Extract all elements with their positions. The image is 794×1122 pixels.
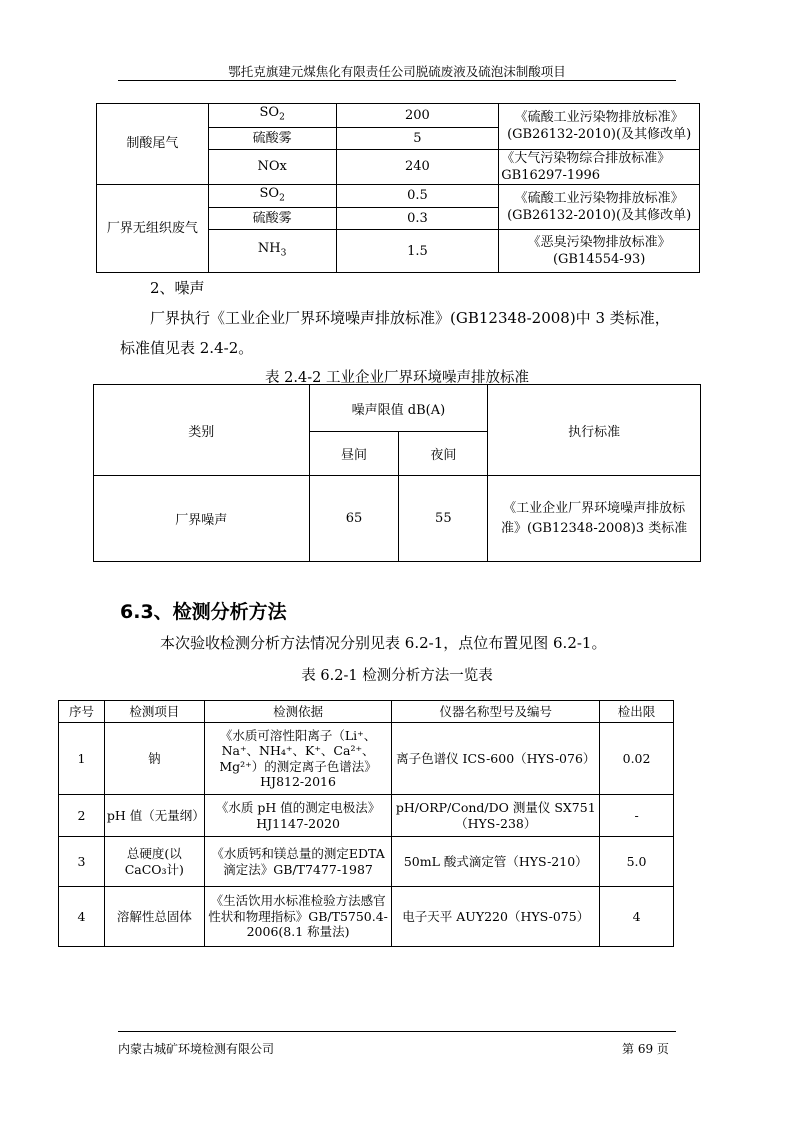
table-cell-no: 4 (59, 887, 105, 947)
table-header-item: 检测项目 (104, 701, 204, 723)
table-cell-item: $NH_3$ (208, 230, 336, 273)
table-cell-value: 240 (336, 149, 499, 184)
table-cell-category: 厂界噪声 (94, 476, 310, 562)
emission-standard-table (96, 103, 700, 273)
table-cell-limit: 4 (600, 887, 674, 947)
methods-table (58, 700, 674, 947)
table-cell-value: 1.5 (336, 230, 499, 273)
table-cell-instrument: 电子天平 AUY220（HYS-075） (392, 887, 600, 947)
noise-heading: 2、噪声 (150, 279, 205, 297)
table-cell-no: 3 (59, 837, 105, 887)
table-cell-day: 65 (309, 476, 399, 562)
table-header-category: 类别 (94, 385, 310, 476)
footer-company: 内蒙古城矿环境检测有限公司 (118, 1042, 275, 1056)
noise-paragraph-line2: 标准值见表 2.4-2。 (120, 339, 254, 357)
table-cell-no: 1 (59, 723, 105, 795)
table-cell-standard: 《恶臭污染物排放标准》(GB14554-93) (499, 230, 700, 273)
section-paragraph: 本次验收检测分析方法情况分别见表 6.2-1，点位布置见图 6.2-1。 (160, 634, 607, 652)
footer-rule (118, 1031, 676, 1032)
table-header-limit: 检出限 (600, 701, 674, 723)
table-cell-item: NOx (208, 149, 336, 184)
table-cell-value: 0.3 (336, 208, 499, 230)
table-cell-item: $SO_2$ (208, 184, 336, 208)
table-cell-standard: 《大气污染物综合排放标准》GB16297-1996 (499, 149, 700, 184)
table-cell-item: 总硬度(以CaCO₃计) (104, 837, 204, 887)
table-cell-category: 厂界无组织废气 (97, 184, 209, 273)
table-cell-item: 硫酸雾 (208, 127, 336, 149)
noise-standard-table (93, 384, 701, 562)
methods-table-caption: 表 6.2-1 检测分析方法一览表 (301, 668, 493, 684)
table-cell-limit: - (600, 795, 674, 837)
table-header-basis: 检测依据 (204, 701, 392, 723)
table-cell-item: 钠 (104, 723, 204, 795)
noise-table-caption: 表 2.4-2 工业企业厂界环境噪声排放标准 (265, 370, 529, 386)
table-cell-instrument: 离子色谱仪 ICS-600（HYS-076） (392, 723, 600, 795)
table-cell-item: 硫酸雾 (208, 208, 336, 230)
table-header-day: 昼间 (309, 432, 399, 476)
table-cell-instrument: 50mL 酸式滴定管（HYS-210） (392, 837, 600, 887)
section-title: 6.3、检测分析方法 (120, 601, 287, 623)
table-cell-basis: 《生活饮用水标准检验方法感官性状和物理指标》GB/T5750.4-2006(8.1 称量法) (204, 887, 392, 947)
table-cell-item: 溶解性总固体 (104, 887, 204, 947)
noise-paragraph-line1: 厂界执行《工业企业厂界环境噪声排放标准》(GB12348-2008)中 3 类标准， (150, 309, 670, 327)
table-cell-limit: 5.0 (600, 837, 674, 887)
table-cell-no: 2 (59, 795, 105, 837)
table-cell-value: 200 (336, 104, 499, 128)
table-cell-basis: 《水质钙和镁总量的测定EDTA 滴定法》GB/T7477-1987 (204, 837, 392, 887)
table-header-instrument: 仪器名称型号及编号 (392, 701, 600, 723)
table-cell-category: 制酸尾气 (97, 104, 209, 185)
footer-page-number: 第 69 页 (622, 1042, 669, 1056)
header-rule (118, 80, 676, 81)
table-cell-basis: 《水质可溶性阳离子（Li⁺、Na⁺、NH₄⁺、K⁺、Ca²⁺、Mg²⁺）的测定离子色谱法》HJ812-2016 (204, 723, 392, 795)
page-header-title: 鄂托克旗建元煤焦化有限责任公司脱硫废液及硫泡沫制酸项目 (228, 64, 566, 79)
table-cell-item: $SO_2$ (208, 104, 336, 128)
table-header-limit: 噪声限值 dB(A) (309, 385, 488, 432)
table-header-no: 序号 (59, 701, 105, 723)
table-cell-basis: 《水质 pH 值的测定电极法》HJ1147-2020 (204, 795, 392, 837)
table-header-night: 夜间 (399, 432, 488, 476)
table-cell-night: 55 (399, 476, 488, 562)
table-header-standard: 执行标准 (488, 385, 701, 476)
table-cell-value: 5 (336, 127, 499, 149)
table-cell-limit: 0.02 (600, 723, 674, 795)
table-cell-value: 0.5 (336, 184, 499, 208)
table-cell-standard: 《硫酸工业污染物排放标准》(GB26132-2010)(及其修改单) (499, 104, 700, 150)
table-cell-standard: 《硫酸工业污染物排放标准》(GB26132-2010)(及其修改单) (499, 184, 700, 230)
table-cell-item: pH 值（无量纲） (104, 795, 204, 837)
table-cell-instrument: pH/ORP/Cond/DO 测量仪 SX751（HYS-238） (392, 795, 600, 837)
table-cell-standard: 《工业企业厂界环境噪声排放标准》(GB12348-2008)3 类标准 (488, 476, 701, 562)
